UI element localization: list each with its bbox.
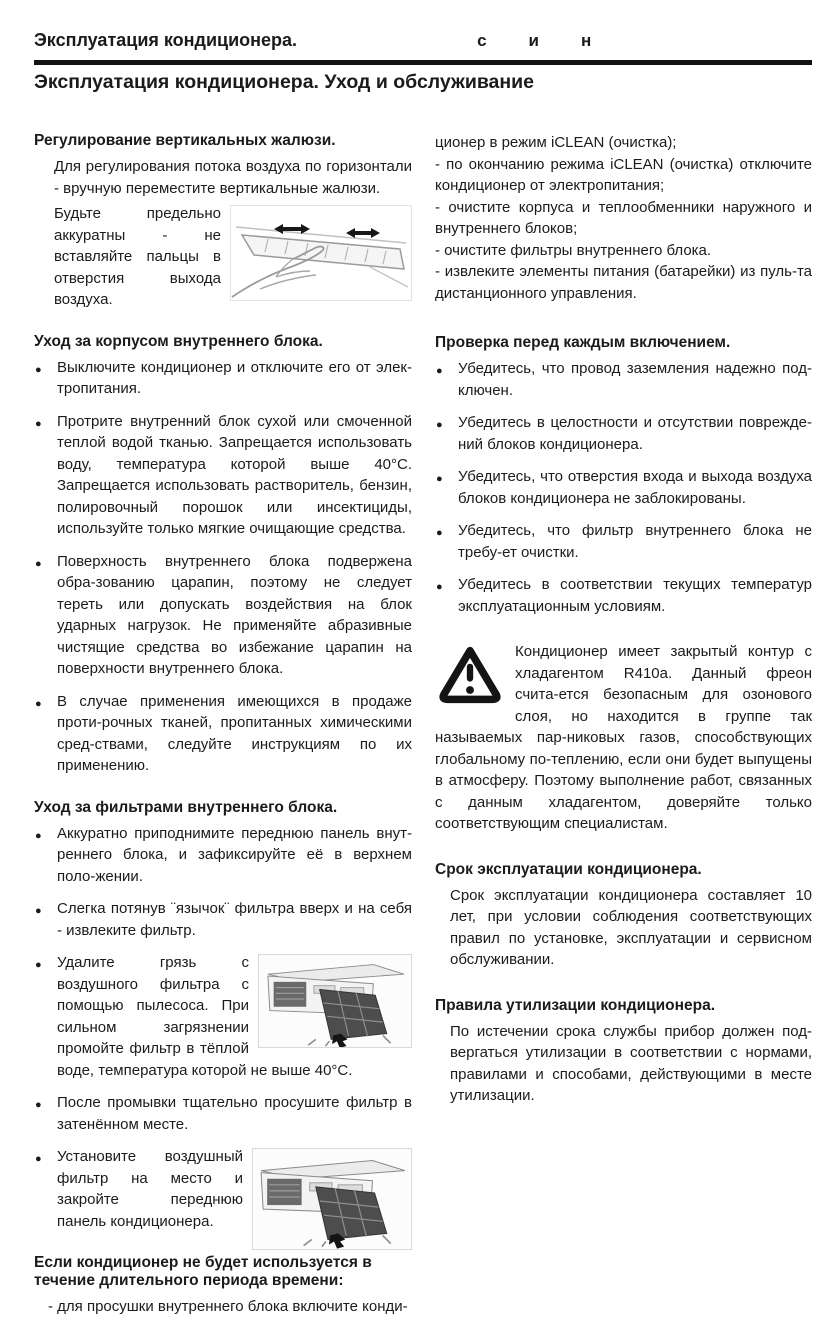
- bullet-item: ● В случае применения имеющихся в продаже проти-рочных тканей, пропитанных химическими сред-ствами, следуйте инструкциям по их применению.: [34, 691, 412, 777]
- bullet-item: ● Убедитесь, что отверстия входа и выхода воздуха блоков кондиционера не заблокированы.: [435, 466, 812, 509]
- bullet-text: Удалите грязь с воздушного фильтра с помощью пылесоса. При сильном загрязнении промойте фильтр в тёплой воде, температура которой не выше 40°С.: [57, 954, 353, 1079]
- bullet-item: ● Убедитесь, что фильтр внутреннего блока не требу-ет очистки.: [435, 520, 812, 563]
- bullet-list: [34, 823, 412, 1233]
- paragraph: Для регулирования потока воздуха по горизонтали - вручную переместите вертикальные жалюзи.: [54, 158, 412, 197]
- section-service-life: [435, 861, 812, 971]
- paragraph: - очистите фильтры внутреннего блока.: [435, 241, 712, 259]
- bullet-list: [34, 357, 412, 777]
- running-header: Эксплуатация кондиционера.: [34, 30, 298, 50]
- bullet-item: ● Выключите кондиционер и отключите его от элек-тропитания.: [34, 357, 412, 400]
- paragraph-text: Будьте предельно аккуратны - не вставляйте пальцы в отверстия выхода воздуха.: [54, 205, 221, 308]
- section-heading: Регулирование вертикальных жалюзи.: [34, 132, 336, 149]
- bullet-text: Установите воздушный фильтр на место и закройте переднюю панель кондиционера.: [57, 1148, 243, 1230]
- paragraph: - для просушки внутреннего блока включите конди-: [48, 1298, 408, 1315]
- bullet-item: ● Убедитесь в целостности и отсутствии поврежде-ний блоков кондиционера.: [435, 412, 812, 455]
- right-column: [435, 132, 812, 1340]
- refrigerant-warning: [435, 641, 812, 835]
- bullet-item: [34, 952, 412, 1081]
- filter-remove-illustration: [258, 954, 412, 1048]
- section-idle-continuation: [435, 132, 812, 304]
- paragraph: - по окончанию режима iCLEAN (очистка) отключите кондиционер от электропитания;: [435, 155, 812, 194]
- section-pre-start-check: [435, 334, 812, 617]
- bullet-item: ● Убедитесь, что провод заземления надежно под-ключен.: [435, 358, 812, 401]
- section-heading: Уход за корпусом внутреннего блока.: [34, 332, 323, 350]
- paragraph: - извлеките элементы питания (батарейки) из пуль-та дистанционного управления.: [435, 263, 812, 302]
- bullet-item: ● Убедитесь в соответствии текущих температур эксплуатационным условиям.: [435, 574, 812, 617]
- header-letter: и: [528, 31, 539, 50]
- bullet-item: ● Аккуратно приподнимите переднюю панель внут-реннего блока, и зафиксируйте её в верхнем поло-жении.: [34, 823, 412, 888]
- warning-text: Кондиционер имеет закрытый контур с хладагентом R410a. Данный фреон счита-ется безопасным для озонового слоя, но находится в группе так называемых пар-никовых газов, способствующих глобальному по-теплению, если они будет выпущены в атмосферу. Поэтому выполнение работ, связанных с данным хладагентом, доверяйте только соответствующим специалистам.: [435, 643, 812, 832]
- section-heading: Правила утилизации кондиционера.: [435, 996, 716, 1014]
- bullet-list: [435, 358, 812, 617]
- bullet-item: ● Протрите внутренний блок сухой или смоченной теплой водой тканью. Запрещается использовать воду, температура которой выше 40°С. Запрещается использовать растворитель, бензин, полировочный порошок или инсектициды, используйте только мягкие очищающие средства.: [34, 411, 412, 540]
- header-letter: с: [477, 31, 487, 50]
- paragraph: Срок эксплуатации кондиционера составляет 10 лет, при условии соблюдения соответствующих правил по установке, эксплуатации и сервисном обслуживании.: [450, 886, 812, 968]
- paragraph: ционер в режим iCLEAN (очистка);: [435, 134, 677, 151]
- page-title: Эксплуатация кондиционера. Уход и обслуживание: [34, 71, 535, 93]
- header-letter: н: [580, 31, 592, 50]
- section-filter-care: [34, 799, 412, 1233]
- warning-triangle-icon: [437, 645, 503, 710]
- filter-install-illustration: [252, 1148, 412, 1250]
- page-header: [34, 30, 812, 51]
- section-disposal: [435, 997, 812, 1107]
- paragraph: - очистите корпуса и теплообменники наружного и внутреннего блоков;: [435, 198, 812, 237]
- bullet-item: ● Слегка потянув ¨язычок¨ фильтра вверх и на себя - извлеките фильтр.: [34, 898, 412, 941]
- section-louver-adjust: [34, 132, 412, 311]
- header-letter-fragments: [477, 31, 591, 51]
- section-heading: Уход за фильтрами внутреннего блока.: [34, 798, 338, 816]
- paragraph-with-figure: [34, 203, 412, 311]
- bullet-item: ● Поверхность внутреннего блока подвержена обра-зованию царапин, поэтому не следует тереть или допускать воздействия на блок ударных нагрузок. Не применяйте абразивные чистящие средства во избежание царапин на поверхности внутреннего блока.: [34, 551, 412, 680]
- section-long-idle: [34, 1254, 412, 1318]
- bullet-item: [34, 1146, 412, 1232]
- section-heading: Если кондиционер не будет используется в течение длительного периода времени:: [34, 1254, 372, 1289]
- louver-hand-illustration: [230, 205, 412, 301]
- bullet-item: ● После промывки тщательно просушите фильтр в затенённом месте.: [34, 1092, 412, 1135]
- header-divider: [34, 60, 812, 65]
- section-heading: Срок эксплуатации кондиционера.: [435, 860, 702, 878]
- section-heading: Проверка перед каждым включением.: [435, 334, 731, 351]
- paragraph: По истечении срока службы прибор должен под-вергаться утилизации в соответствии с нормами, правилами и способами, действующими в месте утилизации.: [450, 1022, 812, 1104]
- section-body-care: [34, 333, 412, 777]
- left-column: [34, 132, 412, 1340]
